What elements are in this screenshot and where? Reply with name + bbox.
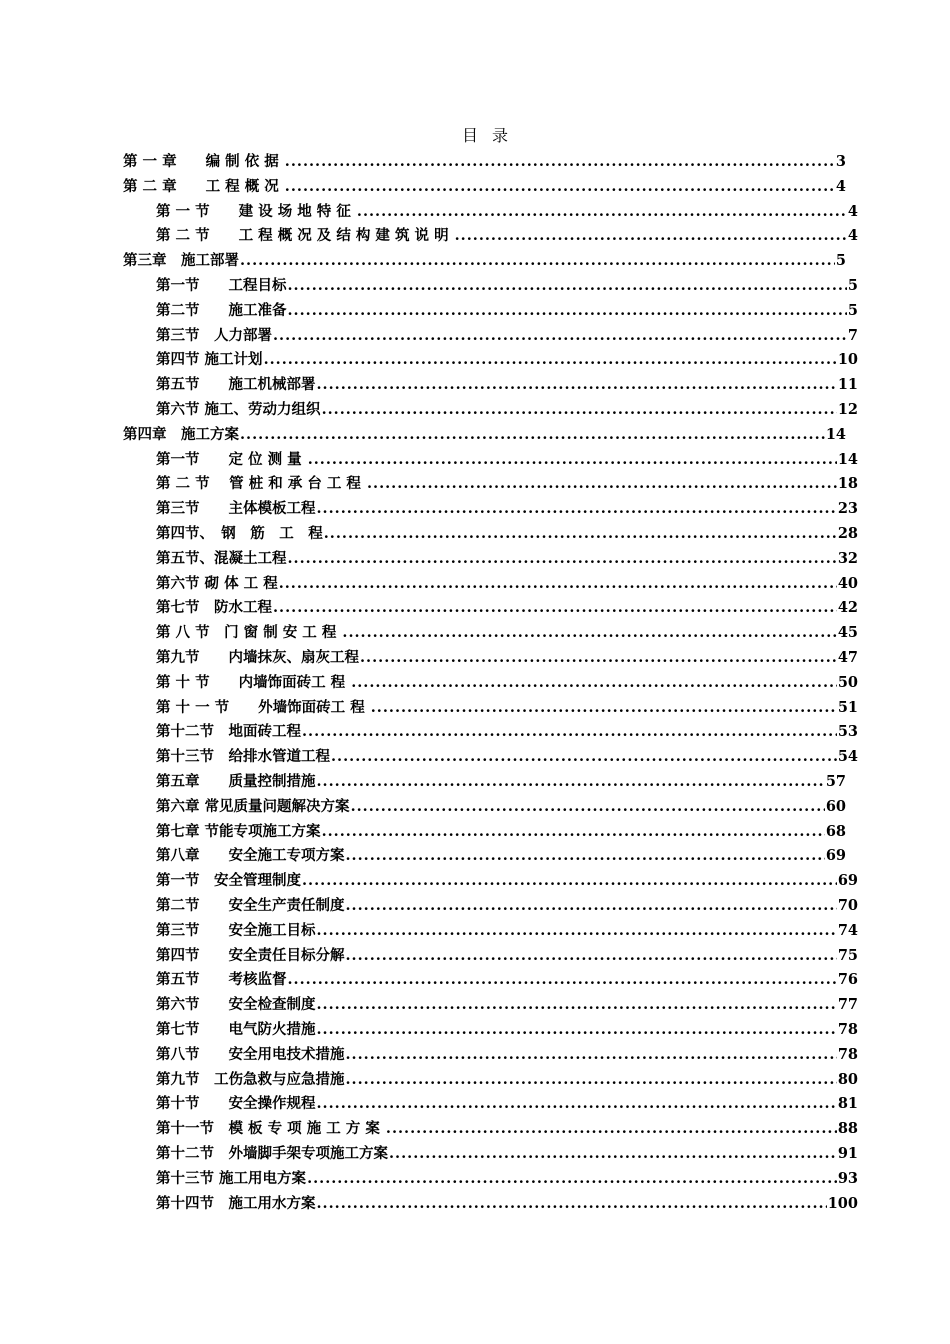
toc-page-number: 47	[837, 649, 858, 666]
toc-entry-label: 第六节 安全检查制度	[156, 996, 316, 1014]
toc-dot-leader	[324, 524, 837, 544]
toc-page-number: 4	[835, 177, 846, 195]
toc-entry-label: 第 一 章 编 制 依 据	[123, 153, 284, 170]
toc-entry[interactable]	[156, 820, 846, 842]
toc-dot-leader	[342, 623, 836, 643]
toc-entry[interactable]	[156, 869, 858, 891]
toc-page-number: 74	[837, 921, 858, 939]
toc-page-number: 88	[837, 1120, 858, 1138]
toc-page-number: 93	[837, 1169, 858, 1187]
toc-entry-label: 第四章 施工方案	[123, 425, 239, 443]
toc-dot-leader	[308, 450, 837, 470]
toc-entry[interactable]	[156, 448, 858, 470]
toc-entry[interactable]	[156, 472, 858, 494]
toc-entry[interactable]	[156, 1117, 858, 1139]
toc-dot-leader	[331, 747, 837, 767]
toc-page-number: 80	[837, 1070, 858, 1088]
toc-entry-label: 第 二 章 工 程 概 况	[123, 177, 284, 195]
toc-entry[interactable]	[123, 249, 846, 271]
toc-entry-label: 第十二节 外墙脚手架专项施工方案	[156, 1145, 388, 1162]
toc-entry-label: 第九节 内墙抹灰、扇灰工程	[156, 649, 359, 666]
toc-entry[interactable]	[156, 671, 858, 693]
toc-page-number: 81	[837, 1095, 858, 1113]
toc-entry-label: 第四节、 钢 筋 工 程	[156, 525, 323, 542]
toc-dot-leader	[288, 276, 847, 296]
toc-dot-leader	[317, 772, 825, 792]
toc-page-number: 75	[837, 946, 858, 964]
toc-entry[interactable]	[156, 621, 858, 643]
toc-entry-label: 第 一 节 建 设 场 地 特 征	[156, 202, 356, 220]
toc-page-number: 70	[837, 897, 858, 914]
toc-entry-label: 第六节 施工、劳动力组织	[156, 401, 321, 418]
toc-page-number: 14	[837, 450, 858, 468]
toc-dot-leader	[317, 1020, 837, 1040]
toc-entry-label: 第八章 安全施工专项方案	[156, 847, 345, 865]
toc-page-number: 32	[837, 549, 858, 567]
toc-page-number: 4	[847, 227, 858, 245]
toc-entry-label: 第五章 质量控制措施	[156, 773, 316, 790]
toc-entry-label: 第 八 节 门 窗 制 安 工 程	[156, 624, 342, 642]
toc-entry-label: 第四节 安全责任目标分解	[156, 946, 345, 964]
toc-page-number: 23	[837, 500, 858, 518]
toc-entry-label: 第三节 人力部署	[156, 326, 272, 344]
toc-entry[interactable]	[156, 1068, 858, 1090]
toc-entry-label: 第十二节 地面砖工程	[156, 723, 301, 741]
toc-entry-label: 第七节 电气防火措施	[156, 1021, 316, 1038]
toc-page-number: 51	[837, 698, 858, 716]
toc-page-number: 78	[837, 1045, 858, 1063]
toc-dot-leader	[288, 549, 837, 569]
toc-page-number: 50	[837, 673, 858, 691]
toc-entry[interactable]	[156, 720, 858, 742]
toc-entry[interactable]	[156, 497, 858, 519]
toc-entry-label: 第 二 节 工 程 概 况 及 结 构 建 筑 说 明	[156, 227, 454, 245]
toc-entry[interactable]	[156, 1043, 858, 1065]
toc-page-number: 69	[825, 847, 846, 865]
toc-entry-label: 第 十 节 内墙饰面砖工 程	[156, 673, 351, 691]
toc-page-number: 5	[847, 301, 858, 319]
toc-dot-leader	[346, 1070, 837, 1090]
toc-page-number: 69	[837, 872, 858, 890]
toc-entry-label: 第六节 砌 体 工 程	[156, 574, 278, 592]
toc-entry-label: 第一节 工程目标	[156, 277, 287, 294]
toc-entry-label: 第五节 施工机械部署	[156, 376, 316, 394]
toc-entry[interactable]	[156, 944, 858, 966]
toc-entry[interactable]	[156, 968, 858, 990]
toc-page-number: 100	[827, 1194, 858, 1212]
toc-page-number: 57	[825, 773, 846, 790]
toc-page-number: 91	[837, 1145, 858, 1162]
toc-dot-leader	[346, 946, 837, 966]
toc-entry[interactable]	[156, 596, 858, 618]
toc-page-number: 3	[835, 153, 846, 170]
toc-page-number: 7	[847, 326, 858, 344]
toc-dot-leader	[389, 1144, 837, 1164]
toc-page-number: 76	[837, 971, 858, 989]
toc-entry-label: 第 十 一 节 外墙饰面砖工 程	[156, 698, 370, 716]
toc-entry-label: 第四节 施工计划	[156, 351, 263, 369]
toc-entry[interactable]	[156, 1018, 858, 1040]
toc-dot-leader	[288, 301, 847, 321]
toc-dot-leader	[346, 1045, 837, 1065]
toc-page-number: 10	[837, 351, 858, 369]
toc-entry[interactable]	[156, 547, 858, 569]
toc-entry[interactable]	[156, 348, 858, 370]
toc-dot-leader	[346, 896, 837, 916]
toc-entry[interactable]	[156, 522, 858, 544]
toc-entry[interactable]	[156, 299, 858, 321]
toc-dot-leader	[371, 698, 837, 718]
toc-entry[interactable]	[156, 373, 858, 395]
toc-entry-label: 第三节 安全施工目标	[156, 921, 316, 939]
toc-entry-label: 第六章 常见质量问题解决方案	[156, 797, 350, 815]
toc-entry[interactable]	[156, 1167, 858, 1189]
toc-dot-leader	[317, 499, 837, 519]
toc-entry-label: 第十三节 施工用电方案	[156, 1169, 307, 1187]
toc-entry[interactable]	[156, 1192, 858, 1214]
toc-entry-label: 第三节 主体模板工程	[156, 500, 316, 518]
toc-page-number: 11	[837, 376, 858, 394]
toc-entry-label: 第五节、混凝土工程	[156, 549, 287, 567]
toc-entry[interactable]	[156, 1142, 858, 1164]
toc-dot-leader	[360, 648, 837, 668]
toc-page-number: 14	[825, 425, 846, 443]
toc-page-number: 54	[837, 748, 858, 766]
toc-entry[interactable]	[156, 274, 858, 296]
toc-dot-leader	[317, 995, 837, 1015]
toc-entry[interactable]	[156, 200, 858, 222]
toc-page-number: 5	[847, 277, 858, 294]
toc-dot-leader	[386, 1119, 837, 1139]
toc-entry-label: 第五节 考核监督	[156, 971, 287, 989]
toc-dot-leader	[302, 871, 837, 891]
toc-entry-label: 第二节 施工准备	[156, 301, 287, 319]
toc-entry-label: 第七节 防水工程	[156, 599, 272, 617]
toc-dot-leader	[285, 177, 835, 197]
toc-entry-label: 第九节 工伤急救与应急措施	[156, 1070, 345, 1088]
toc-dot-leader	[288, 970, 837, 990]
toc-dot-leader	[302, 722, 837, 742]
toc-entry-label: 第十一节 模 板 专 项 施 工 方 案	[156, 1120, 385, 1138]
toc-page-number: 78	[837, 1021, 858, 1038]
toc-entry-label: 第八节 安全用电技术措施	[156, 1045, 345, 1063]
toc-dot-leader	[240, 425, 825, 445]
toc-entry-label: 第二节 安全生产责任制度	[156, 897, 345, 914]
toc-entry[interactable]	[156, 770, 846, 792]
toc-entry[interactable]	[156, 572, 858, 594]
toc-entry[interactable]	[156, 894, 858, 916]
toc-dot-leader	[273, 598, 837, 618]
toc-entry-label: 第十三节 给排水管道工程	[156, 748, 330, 766]
toc-page-number: 42	[837, 599, 858, 617]
toc-dot-leader	[317, 375, 837, 395]
toc-entry[interactable]	[156, 696, 858, 718]
toc-dot-leader	[279, 574, 837, 594]
toc-dot-leader	[357, 202, 847, 222]
toc-page-number: 60	[825, 797, 846, 815]
toc-page-number: 5	[835, 252, 846, 270]
toc-entry[interactable]	[156, 844, 846, 866]
toc-page-number: 77	[837, 996, 858, 1014]
toc-dot-leader	[322, 400, 837, 420]
toc-dot-leader	[317, 1194, 827, 1214]
toc-dot-leader	[240, 251, 835, 271]
toc-dot-leader	[264, 350, 837, 370]
toc-entry[interactable]	[123, 150, 846, 172]
toc-entry[interactable]	[156, 919, 858, 941]
toc-entry[interactable]	[156, 745, 858, 767]
toc-dot-leader	[273, 326, 847, 346]
toc-page-number: 68	[825, 822, 846, 840]
toc-page-number: 28	[837, 525, 858, 542]
toc-entry[interactable]	[156, 1092, 858, 1114]
toc-dot-leader	[317, 1094, 837, 1114]
toc-dot-leader	[351, 797, 825, 817]
toc-dot-leader	[317, 921, 837, 941]
toc-page-number: 18	[837, 475, 858, 493]
toc-dot-leader	[346, 846, 825, 866]
toc-entry[interactable]	[156, 324, 858, 346]
toc-entry[interactable]	[156, 795, 846, 817]
toc-entry-label: 第 二 节 管 桩 和 承 台 工 程	[156, 475, 366, 493]
toc-entry-label: 第一节 安全管理制度	[156, 872, 301, 890]
toc-page-number: 4	[847, 202, 858, 220]
toc-dot-leader	[307, 1169, 837, 1189]
toc-dot-leader	[285, 152, 835, 172]
toc-dot-leader	[367, 474, 837, 494]
toc-entry-label: 第十四节 施工用水方案	[156, 1194, 316, 1212]
toc-entry[interactable]	[156, 398, 858, 420]
toc-entry-label: 第七章 节能专项施工方案	[156, 822, 321, 840]
toc-dot-leader	[351, 673, 837, 693]
toc-entry[interactable]	[123, 423, 846, 445]
toc-dot-leader	[322, 822, 825, 842]
toc-entry-label: 第十节 安全操作规程	[156, 1095, 316, 1113]
toc-entry-label: 第一节 定 位 测 量	[156, 450, 307, 468]
toc-page-number: 12	[837, 401, 858, 418]
toc-page-number: 45	[837, 624, 858, 642]
toc-page-number: 40	[837, 574, 858, 592]
toc-entry[interactable]	[156, 646, 858, 668]
toc-entry-label: 第三章 施工部署	[123, 252, 239, 270]
toc-entry[interactable]	[156, 993, 858, 1015]
toc-page-number: 53	[837, 723, 858, 741]
toc-entry[interactable]	[156, 224, 858, 246]
toc-dot-leader	[455, 226, 847, 246]
toc-title: 目录	[461, 126, 522, 145]
toc-entry[interactable]	[123, 175, 846, 197]
